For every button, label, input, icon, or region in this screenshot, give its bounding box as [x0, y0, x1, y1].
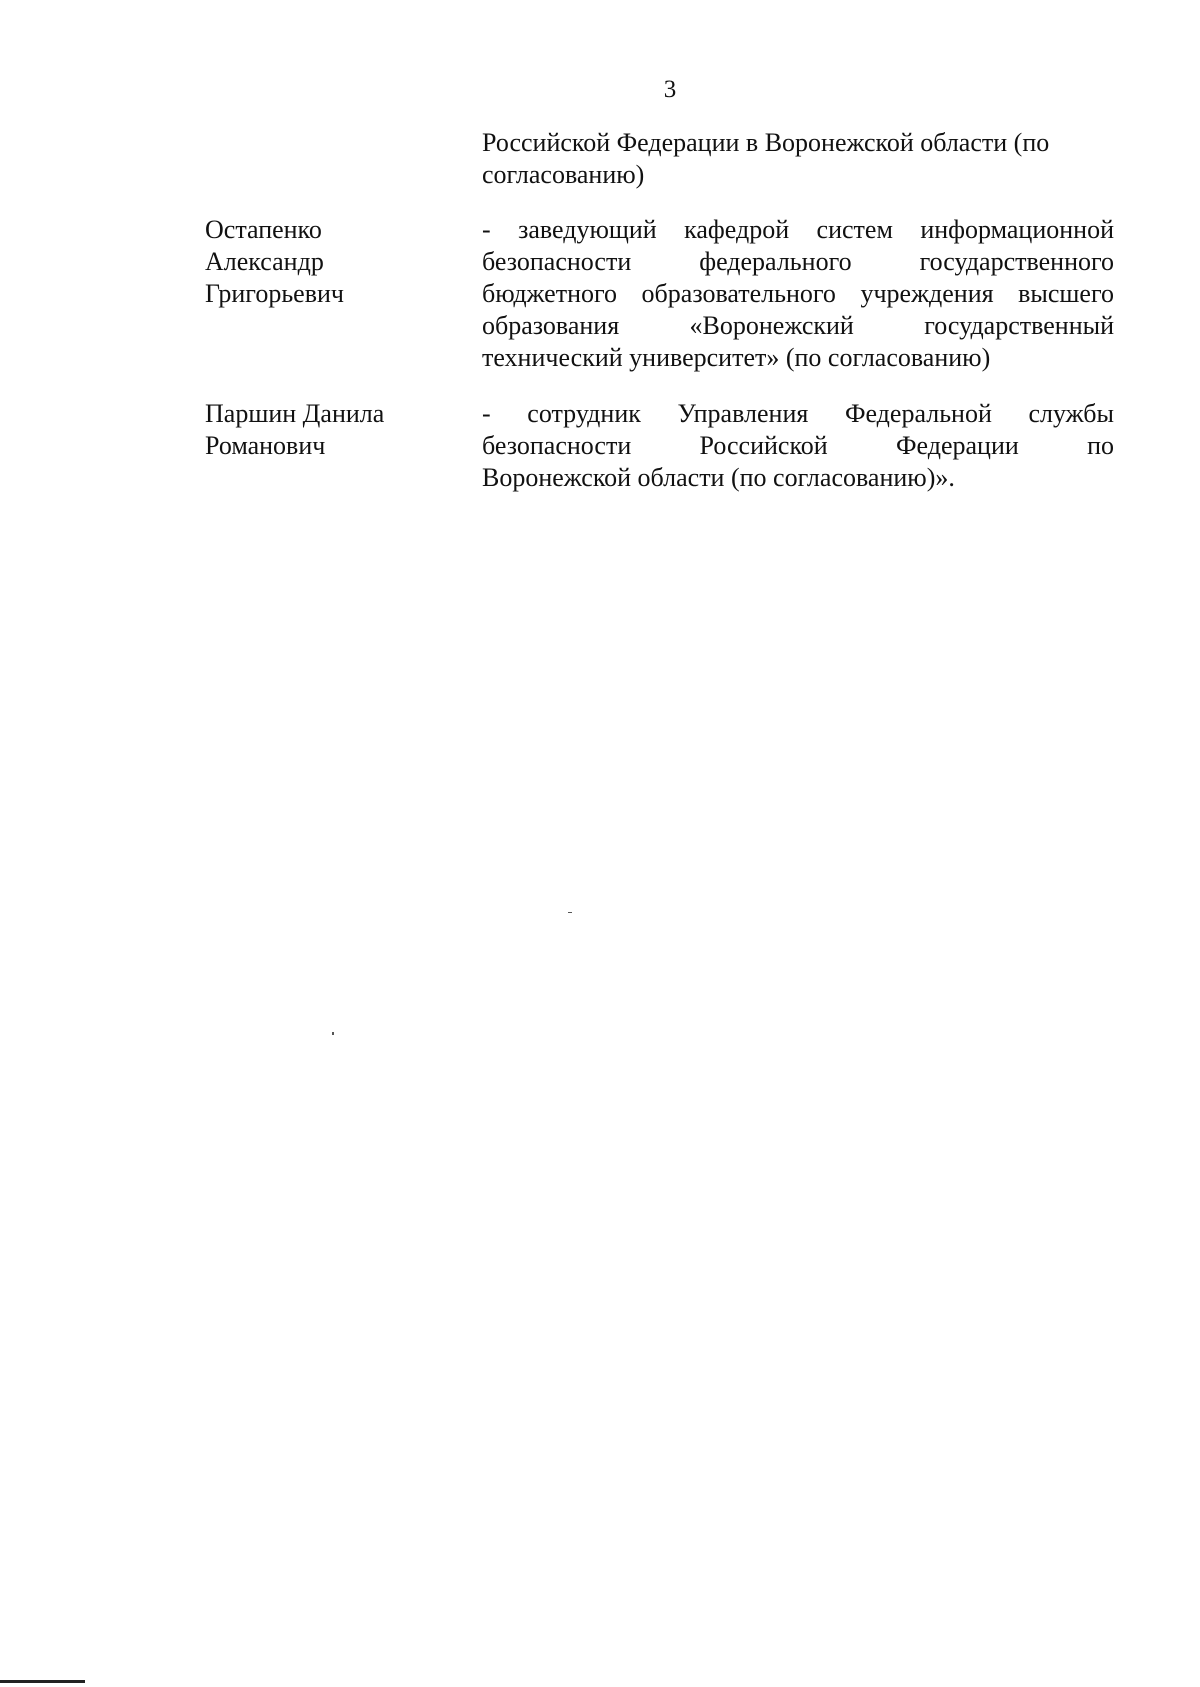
- member-role-line: безопасности федерального государственного: [482, 247, 1114, 276]
- member-role-line: - заведующий кафедрой систем информационной: [482, 215, 1114, 244]
- page-number: 3: [663, 76, 677, 103]
- member-name-line: Александр: [205, 247, 324, 276]
- member-role-line: технический университет» (по согласованию): [482, 343, 991, 372]
- scan-speck: [332, 1032, 334, 1035]
- member-name-line: Романович: [205, 431, 326, 460]
- member-name-line: Григорьевич: [205, 279, 344, 308]
- member-role: [482, 214, 1114, 374]
- member-role: [482, 398, 1114, 494]
- continuation-text: [482, 127, 1114, 191]
- member-name: [205, 398, 445, 462]
- continuation-line: согласованию): [482, 160, 645, 189]
- member-name-line: Паршин Данила: [205, 399, 385, 428]
- continuation-line: Российской Федерации в Воронежской области (по: [482, 128, 1050, 157]
- footer-rule: [0, 1680, 85, 1683]
- member-name: [205, 214, 445, 310]
- member-role-line: - сотрудник Управления Федеральной службы: [482, 399, 1114, 428]
- member-role-line: образования «Воронежский государственный: [482, 311, 1114, 340]
- member-role-line: Воронежской области (по согласованию)».: [482, 463, 955, 492]
- member-name-line: Остапенко: [205, 215, 322, 244]
- member-role-line: безопасности Российской Федерации по: [482, 431, 1114, 460]
- member-role-line: бюджетного образовательного учреждения высшего: [482, 279, 1114, 308]
- scan-speck: [568, 912, 572, 913]
